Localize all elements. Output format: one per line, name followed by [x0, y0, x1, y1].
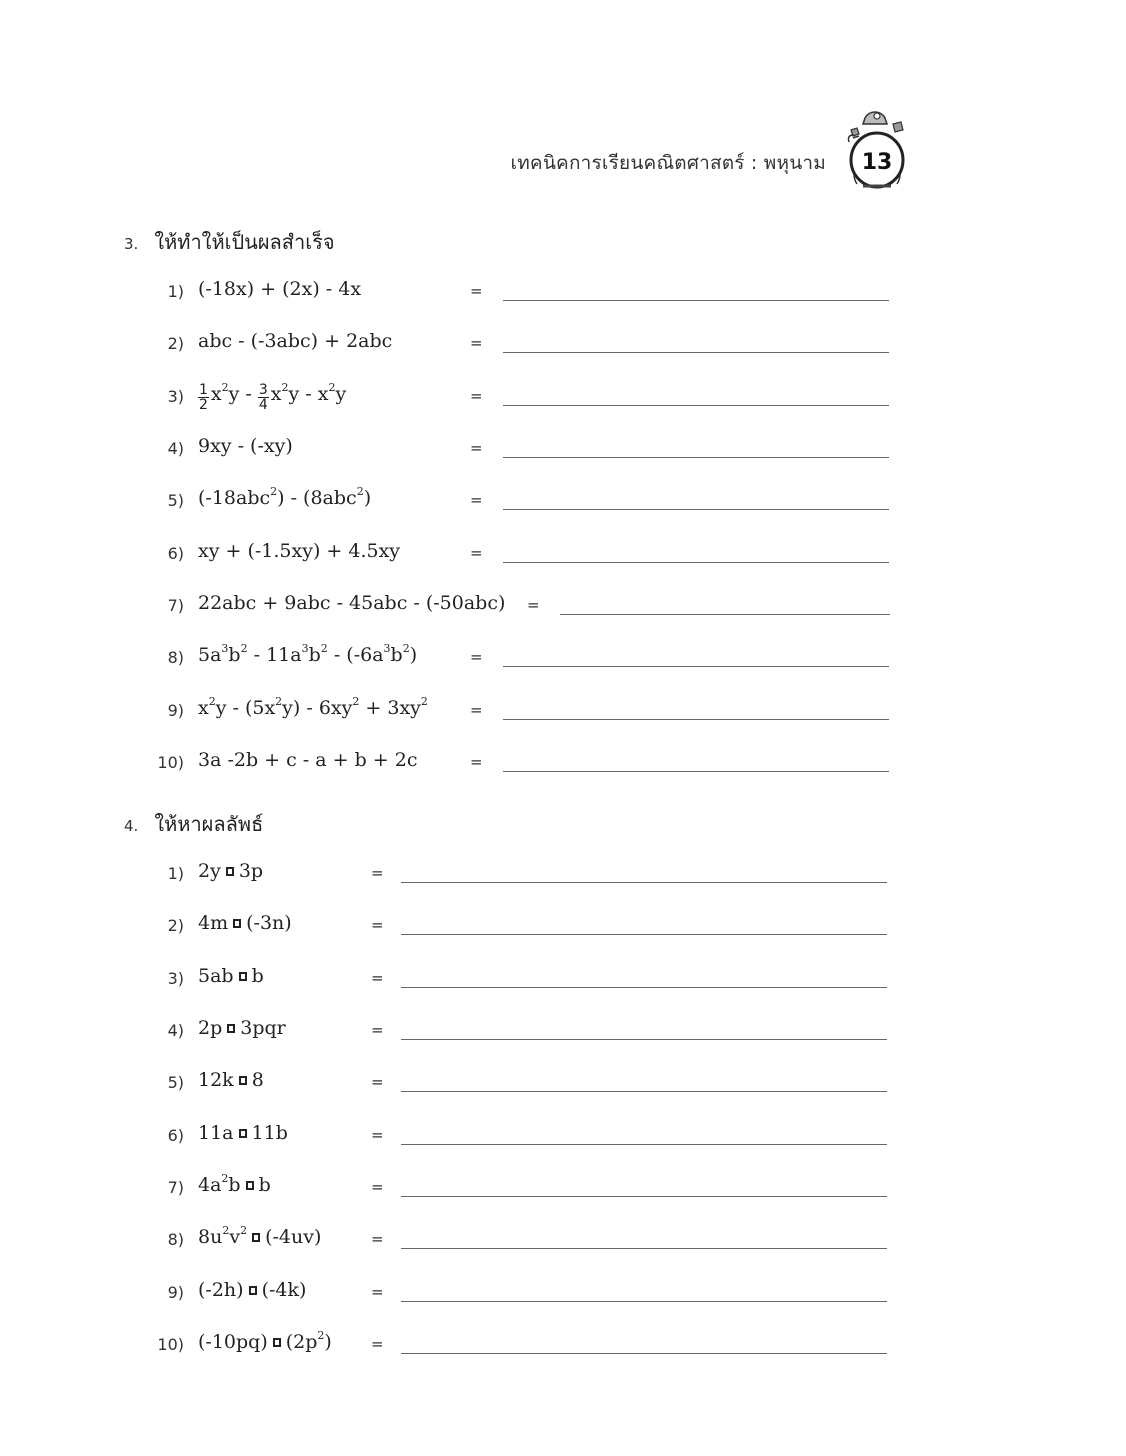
section-3-number: 3.: [124, 235, 139, 253]
exercise-number: 5): [167, 1073, 184, 1092]
equals-sign: =: [371, 1230, 384, 1248]
answer-line[interactable]: [401, 1039, 887, 1040]
answer-line[interactable]: [401, 987, 887, 988]
header-title: เทคนิคการเรียนคณิตศาสตร์ : พหุนาม: [510, 152, 826, 174]
expression: $8u^2v^2$ (-4uv): [198, 1224, 322, 1248]
equals-sign: =: [470, 648, 483, 666]
expression: $x^2y - (5x^2y) - 6xy^2 + 3xy^2$: [198, 695, 428, 719]
equals-sign: =: [470, 753, 483, 771]
equals-sign: =: [371, 864, 384, 882]
expression: $\frac{1}{2}$ $x^2y$ - $\frac{3}{4}$ $x^2y - x^2y$: [199, 381, 347, 413]
answer-line[interactable]: [401, 1353, 887, 1354]
answer-line[interactable]: [401, 1144, 887, 1145]
expression: xy + (-1.5xy) + 4.5xy: [198, 540, 401, 562]
exercise-number: 6): [167, 544, 184, 563]
exercise-number: 3): [167, 387, 184, 406]
exercise-row: [0, 330, 1126, 360]
exercise-number: 8): [167, 648, 184, 667]
answer-line[interactable]: [401, 1301, 887, 1302]
equals-sign: =: [470, 282, 483, 300]
multiply-symbol-icon: [226, 867, 234, 876]
expression: 22abc + 9abc - 45abc - (-50abc): [198, 592, 506, 614]
mascot-icon: [843, 108, 913, 194]
exercise-row: [0, 749, 1126, 779]
equals-sign: =: [371, 916, 384, 934]
exercise-row: [0, 1279, 1126, 1309]
exercise-row: [0, 592, 1126, 622]
fraction: $\frac{3}{4}$: [258, 382, 268, 413]
answer-line[interactable]: [401, 1091, 887, 1092]
multiply-symbol-icon: [239, 1129, 247, 1138]
exercise-number: 1): [167, 282, 184, 301]
answer-line[interactable]: [503, 300, 889, 301]
expression: 11a 11b: [198, 1122, 288, 1144]
exercise-row: [0, 912, 1126, 942]
expression: $5a^3b^2 - 11a^3b^2 - (-6a^3b^2)$: [198, 642, 418, 666]
exercise-row: [0, 860, 1126, 890]
exercise-number: 7): [167, 1178, 184, 1197]
answer-line[interactable]: [503, 405, 889, 406]
exercise-number: 9): [167, 701, 184, 720]
answer-line[interactable]: [503, 457, 889, 458]
multiply-symbol-icon: [246, 1181, 254, 1190]
exercise-number: 8): [167, 1230, 184, 1249]
equals-sign: =: [371, 1178, 384, 1196]
exercise-row: [0, 540, 1126, 570]
multiply-symbol-icon: [239, 1076, 247, 1085]
answer-line[interactable]: [401, 882, 887, 883]
expression: 5ab b: [198, 965, 264, 987]
expression: (-10pq) $(2p^2)$: [198, 1329, 332, 1353]
section-4-title: [124, 808, 263, 840]
exercise-row: [0, 435, 1126, 465]
answer-line[interactable]: [560, 614, 890, 615]
exercise-row: [0, 644, 1126, 674]
expression: 2p 3pqr: [198, 1017, 286, 1039]
expression: (-2h) (-4k): [198, 1279, 307, 1301]
multiply-symbol-icon: [227, 1024, 235, 1033]
exercise-number: 5): [167, 491, 184, 510]
exercise-row: [0, 1174, 1126, 1204]
answer-line[interactable]: [401, 1248, 887, 1249]
equals-sign: =: [371, 969, 384, 987]
equals-sign: =: [470, 387, 483, 405]
page-number: 13: [861, 150, 893, 175]
exercise-row: [0, 1226, 1126, 1256]
section-3-heading: ให้ทำให้เป็นผลสำเร็จ: [154, 230, 335, 254]
equals-sign: =: [470, 334, 483, 352]
multiply-symbol-icon: [249, 1286, 257, 1295]
exercise-number: 1): [167, 864, 184, 883]
answer-line[interactable]: [503, 719, 889, 720]
exercise-number: 4): [167, 439, 184, 458]
exercise-row: [0, 1069, 1126, 1099]
section-4-heading: ให้หาผลลัพธ์: [154, 812, 264, 836]
equals-sign: =: [470, 439, 483, 457]
equals-sign: =: [470, 544, 483, 562]
section-4-number: 4.: [124, 817, 139, 835]
exercise-row: [0, 1017, 1126, 1047]
answer-line[interactable]: [503, 509, 889, 510]
expression: $4a^2b$ b: [198, 1172, 271, 1196]
exercise-number: 10): [157, 753, 184, 772]
exercise-number: 10): [157, 1335, 184, 1354]
exercise-row: [0, 965, 1126, 995]
expression: 4m (-3n): [198, 912, 292, 934]
exercise-number: 3): [167, 969, 184, 988]
page-number-badge: [843, 108, 913, 194]
exercise-number: 2): [167, 916, 184, 935]
expression: abc - (-3abc) + 2abc: [198, 330, 393, 352]
exercise-number: 4): [167, 1021, 184, 1040]
equals-sign: =: [371, 1126, 384, 1144]
answer-line[interactable]: [401, 1196, 887, 1197]
exercise-row: [0, 487, 1126, 517]
multiply-symbol-icon: [252, 1233, 260, 1242]
expression: (-18abc$^2$) - (8abc$^2$): [198, 485, 372, 509]
equals-sign: =: [371, 1073, 384, 1091]
equals-sign: =: [470, 491, 483, 509]
answer-line[interactable]: [503, 352, 889, 353]
equals-sign: =: [371, 1021, 384, 1039]
expression: 3a -2b + c - a + b + 2c: [198, 749, 418, 771]
expression: 12k 8: [198, 1069, 264, 1091]
answer-line[interactable]: [503, 771, 889, 772]
multiply-symbol-icon: [233, 919, 241, 928]
expression: 2y 3p: [198, 860, 264, 882]
expression: (-18x) + (2x) - 4x: [198, 278, 362, 300]
exercise-row: [0, 697, 1126, 727]
fraction: $\frac{1}{2}$: [199, 382, 208, 413]
multiply-symbol-icon: [239, 972, 247, 981]
equals-sign: =: [371, 1283, 384, 1301]
exercise-number: 2): [167, 334, 184, 353]
equals-sign: =: [371, 1335, 384, 1353]
equals-sign: =: [527, 596, 540, 614]
exercise-number: 6): [167, 1126, 184, 1145]
exercise-row: [0, 383, 1126, 413]
exercise-row: [0, 278, 1126, 308]
exercise-row: [0, 1331, 1126, 1361]
answer-line[interactable]: [503, 562, 889, 563]
multiply-symbol-icon: [273, 1338, 281, 1347]
section-3-title: [124, 226, 335, 258]
equals-sign: =: [470, 701, 483, 719]
exercise-number: 7): [167, 596, 184, 615]
answer-line[interactable]: [401, 934, 887, 935]
exercise-number: 9): [167, 1283, 184, 1302]
expression: 9xy - (-xy): [198, 435, 293, 457]
exercise-row: [0, 1122, 1126, 1152]
answer-line[interactable]: [503, 666, 889, 667]
